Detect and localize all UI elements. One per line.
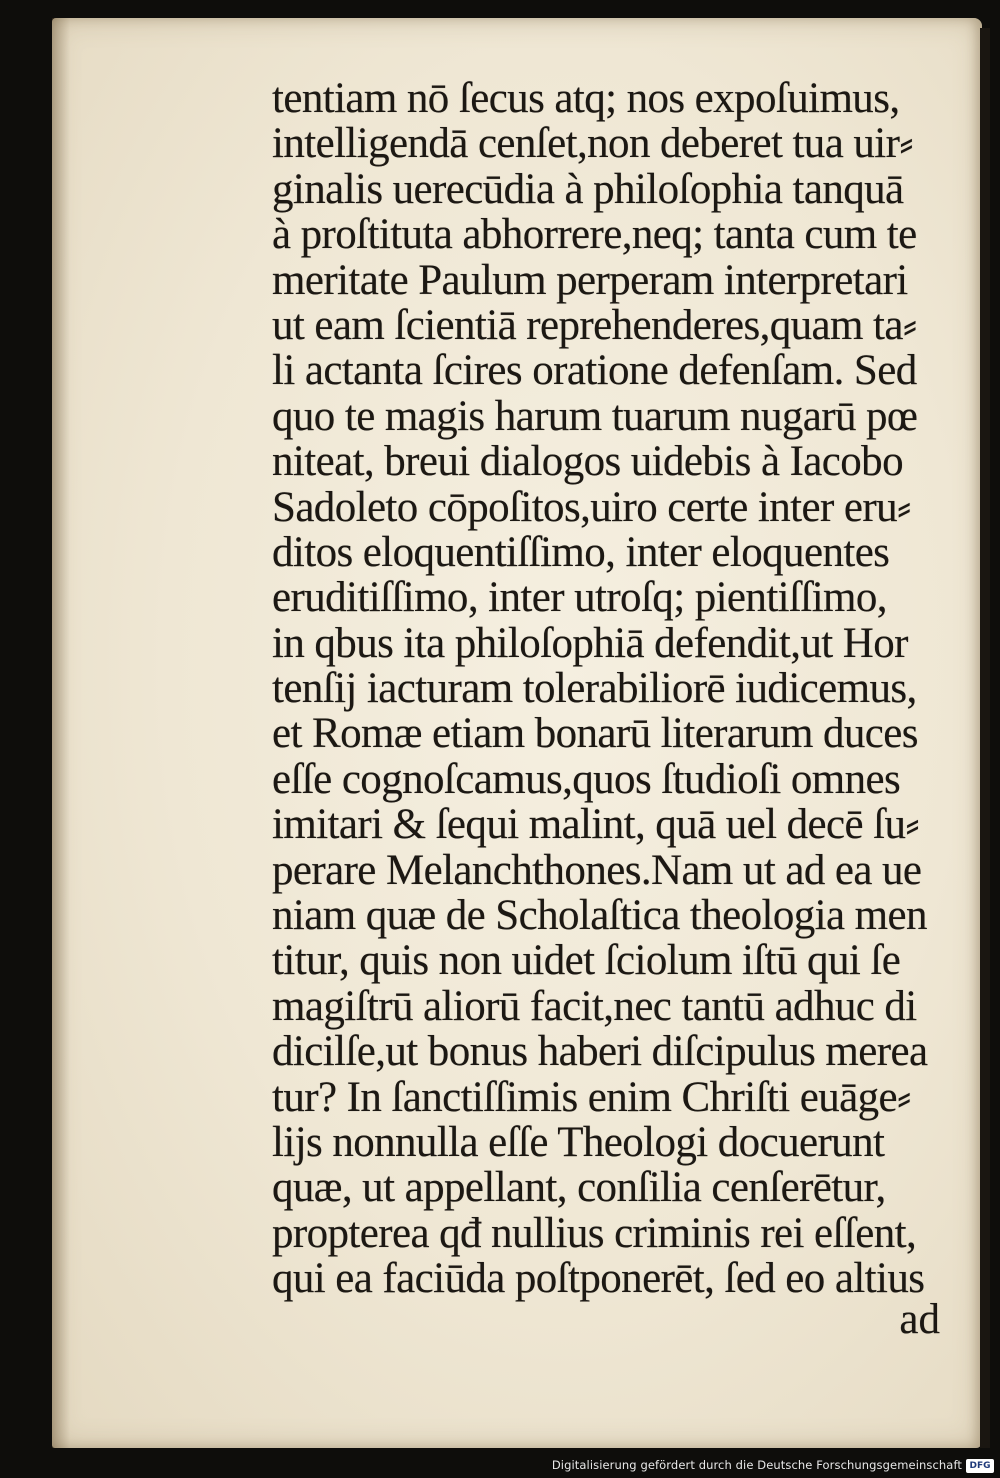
text-line: ginalis uerecūdia à philoſophia tanquā xyxy=(272,165,904,213)
text-line: qui ea faciūda poſtponerēt, ſed eo altius xyxy=(272,1255,925,1303)
catchword: ad xyxy=(899,1296,940,1343)
dfg-logo-icon: DFG xyxy=(966,1459,994,1473)
text-line: ditos eloquentiſſimo, inter eloquentes xyxy=(272,528,890,576)
text-line: tenſij iacturam tolerabiliorē iudicemus, xyxy=(272,665,917,713)
text-line: eſſe cognoſcamus,quos ſtudioſi omnes xyxy=(272,755,901,803)
page-gutter-shadow xyxy=(52,18,70,1448)
text-line: meritate Paulum perperam interpretari xyxy=(272,256,908,304)
text-line: in qbus ita philoſophiā defendit,ut Hor xyxy=(272,619,908,667)
text-block xyxy=(272,76,964,1302)
text-line: quo te magis harum tuarum nugarū pœ xyxy=(272,392,918,440)
text-line: niteat, breui dialogos uidebis à Iacobo xyxy=(272,438,903,486)
digitization-credit: Digitalisierung gefördert durch die Deutsche Forschungsgemeinschaft xyxy=(551,1458,962,1472)
text-line: dicilſe,ut bonus haberi diſcipulus merea xyxy=(272,1028,928,1076)
text-line: tur? In ſanctiſſimis enim Chriſti euāge⸗ xyxy=(272,1073,911,1121)
text-line: niam quæ de Scholaſtica theologia men xyxy=(272,892,927,940)
text-line: et Romæ etiam bonarū literarum duces xyxy=(272,710,918,758)
page-edge xyxy=(980,28,990,1448)
text-line: à proſtituta abhorrere,neq; tanta cum te xyxy=(272,211,917,259)
text-line: quæ, ut appellant, conſilia cenſerētur, xyxy=(272,1164,886,1212)
text-line: tentiam nō ſecus atq; nos expoſuimus, xyxy=(272,75,900,122)
footer-bar xyxy=(0,1450,1000,1478)
text-line: eruditiſſimo, inter utroſq; pientiſſimo, xyxy=(272,574,887,622)
text-line: lijs nonnulla eſſe Theologi docuerunt xyxy=(272,1118,885,1166)
text-line: magiſtrū aliorū facit,nec tantū adhuc di xyxy=(272,982,917,1030)
text-line: propterea qđ nullius criminis rei eſſent, xyxy=(272,1209,917,1257)
text-line: titur, quis non uidet ſciolum iſtū qui ſe xyxy=(272,937,901,985)
text-line: imitari & ſequi malint, quā uel decē ſu⸗ xyxy=(272,801,920,849)
text-line: ut eam ſcientiā reprehenderes,quam ta⸗ xyxy=(272,301,917,349)
text-line: intelligendā cenſet,non deberet tua uir⸗ xyxy=(272,120,914,168)
text-line: li actanta ſcires oratione defenſam. Sed xyxy=(272,347,917,395)
text-line: perare Melanchthones.Nam ut ad ea ue xyxy=(272,846,922,894)
book-page xyxy=(52,18,982,1448)
text-line: Sadoleto cōpoſitos,uiro certe inter eru⸗ xyxy=(272,483,911,531)
